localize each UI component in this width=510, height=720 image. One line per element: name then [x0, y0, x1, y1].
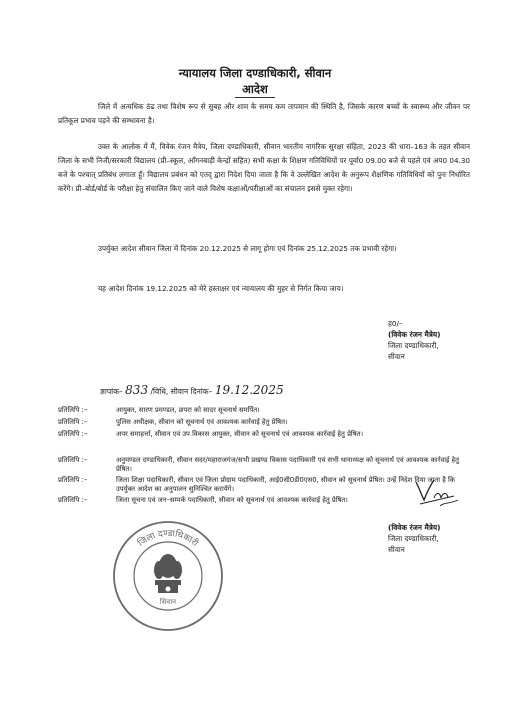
memo-prefix: ज्ञापांक–	[100, 387, 123, 396]
memo-middle: /विधि, सीवान दिनांक–	[150, 387, 213, 396]
copy-text: आयुक्त, सारण प्रमण्डल, छपरा को सादर सूचनार्थ समर्पित।	[116, 406, 260, 414]
copy-line-5	[58, 476, 470, 494]
lion-capital-emblem-icon	[154, 554, 182, 593]
copy-text: अपर समाहर्त्ता, सीवान एवं उप विकास आयुक्त, सीवान को सूचनार्थ एवं आवश्यक कार्रवाई हेतु प्रेषित।	[116, 430, 364, 438]
signature-block-2	[388, 522, 440, 555]
copy-line-1	[58, 406, 470, 415]
signatory-name: (विवेक रंजन मैत्रेय)	[388, 523, 441, 532]
copy-label: प्रतिलिपि :–	[58, 430, 88, 438]
seal-bottom-text: सिवान	[159, 598, 177, 606]
copy-label: प्रतिलिपि :–	[58, 418, 88, 426]
copy-text: अनुमण्डल दण्डाधिकारी, सीवान सदर/महाराजगंज/सभी प्रखण्ड विकास पदाधिकारी एवं सभी थानाध्यक्ष को सूचनार्थ एवं आवश्यक कार्रवाई हेतु प्रेषित।	[116, 456, 459, 473]
copy-line-2	[58, 418, 470, 427]
seal-ring-text: जिला दण्डाधिकारी	[136, 528, 200, 549]
copy-label: प्रतिलिपि :–	[58, 496, 88, 504]
memo-line	[100, 383, 284, 397]
handwritten-initials-icon	[410, 476, 470, 510]
paragraph-1: जिले में अत्यधिक ठंढ तथा विशेष रूप से सुबह और शाम के समय कम तापमान की स्थिति है, जिसके कारण बच्चों के स्वास्थ्य और जीवन पर प्रतिकूल प्रभाव पड़ने की सम्भावना है।	[58, 102, 470, 125]
memo-number: 833	[125, 383, 149, 397]
copy-line-6	[58, 496, 470, 505]
order-title: आदेश	[242, 82, 268, 96]
copy-line-3	[58, 430, 470, 439]
copy-label: प्रतिलिपि :–	[58, 456, 88, 464]
paragraph-3: उपर्युक्त आदेश सीवान जिला में दिनांक 20.12.2025 से लागू होगा एवं दिनांक 25.12.2025 तक प्रभावी रहेगा।	[98, 244, 397, 253]
paragraph-2: उक्त के आलोक में मैं, विवेक रंजन मैत्रेय, जिला दण्डाधिकारी, सीवान भारतीय नागरिक सुरक्षा संहिता, 2023 की धारा–163 के तहत सीवान जिला के सभी निजी/सरकारी विद्यालय (प्री–स्कूल, आँगनबाड़ी केन्द्रों सहित) सभी कक्षा के शिक्षण गतिविधियों पर पूर्वा0 09.00 बजे से पहले एवं अप0 04.30 बजे के पश्चात् प्रतिबंध लगाता हूँ। विद्यालय प्रबंधन को एतद् द्वारा निदेश दिया जाता है कि वे उल्लेखित आदेश के अनुरूप शैक्षणिक गतिविधियों को पुनः निर्धारित करेंगे। प्री–बोर्ड/बोर्ड के परीक्षा हेतु संचालित किए जाने वाले विशेष कक्षाओं/परीक्षाओं का संचालन इससे मुक्त रहेगा।	[58, 142, 470, 193]
memo-date: 19.12.2025	[214, 383, 284, 397]
copy-text: जिला शिक्षा पदाधिकारी, सीवान एवं जिला प्रोग्राम पदाधिकारी, आई0सी0डी0एस0, सीवान को सूचनार्थ प्रेषित। उन्हें निदेश दिया जाता है कि उपर्युक्त आदेश का अनुपालन सुनिश्चित करायेंगे।	[116, 476, 455, 493]
signature-block-1	[388, 318, 440, 362]
title-underline	[235, 97, 275, 98]
paragraph-4: यह आदेश दिनांक 19.12.2025 को मेरे हस्ताक्षर एवं न्यायालय की मुहर से निर्गत किया जाय।	[98, 284, 344, 293]
signatory-designation: जिला दण्डाधिकारी,	[388, 534, 439, 543]
signed-mark: ह0/–	[388, 319, 403, 328]
official-seal	[110, 518, 226, 634]
copy-label: प्रतिलिपि :–	[58, 406, 88, 414]
signatory-place: सीवान	[388, 352, 405, 361]
signatory-place: सीवान	[388, 545, 405, 554]
copy-text: पुलिस अधीक्षक, सीवान को सूचनार्थ एवं आवश्यक कार्रवाई हेतु प्रेषित।	[116, 418, 288, 426]
copy-label: प्रतिलिपि :–	[58, 476, 88, 484]
copy-line-4	[58, 456, 470, 474]
office-heading: न्यायालय जिला दण्डाधिकारी, सीवान	[178, 66, 332, 80]
signatory-designation: जिला दण्डाधिकारी,	[388, 341, 439, 350]
signatory-name: (विवेक रंजन मैत्रेय)	[388, 330, 441, 339]
copy-text: जिला सूचना एवं जन–सम्पर्क पदाधिकारी, सीवान को सूचनार्थ एवं आवश्यक कार्रवाई हेतु प्रेषित।	[116, 496, 348, 504]
